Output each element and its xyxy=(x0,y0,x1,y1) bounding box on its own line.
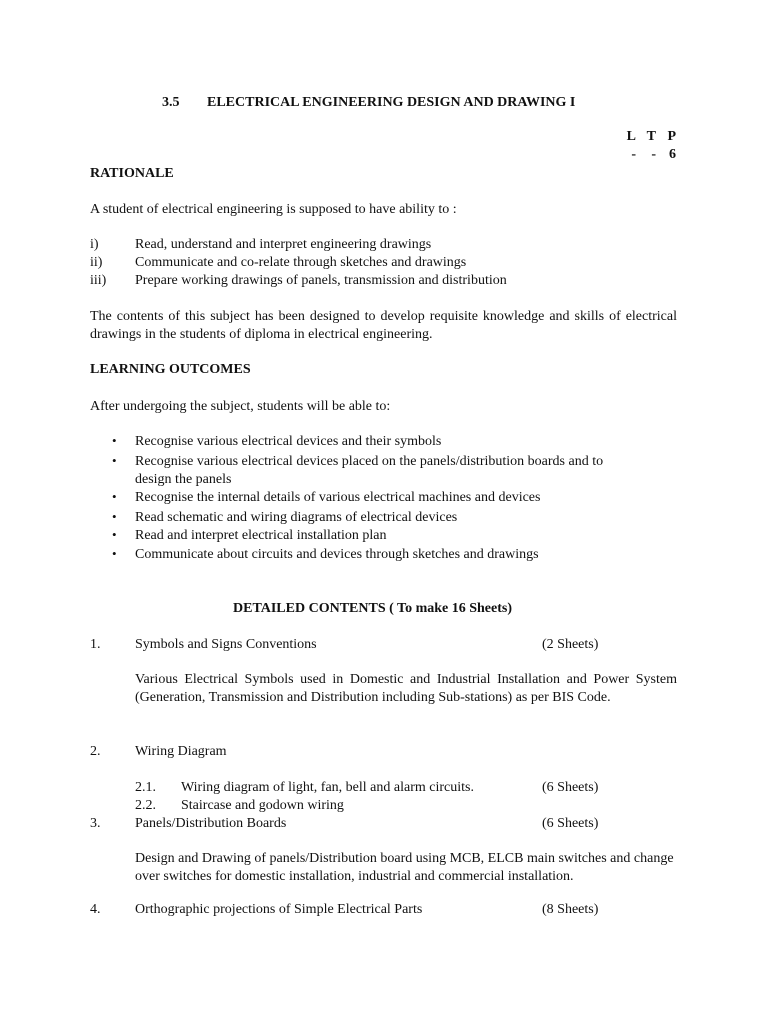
rationale-item-num: iii) xyxy=(90,273,107,288)
list-item: Recognise various electrical devices placed on the panels/distribution boards and to xyxy=(135,454,604,469)
rationale-intro: A student of electrical engineering is supposed to have ability to : xyxy=(90,202,457,217)
bullet-icon: • xyxy=(112,509,117,524)
page-title: ELECTRICAL ENGINEERING DESIGN AND DRAWING I xyxy=(207,95,576,110)
section-number: 3.5 xyxy=(162,95,180,110)
learning-outcomes-intro: After undergoing the subject, students will be able to: xyxy=(90,399,391,414)
rationale-heading: RATIONALE xyxy=(90,166,174,181)
content-item-sheets: (8 Sheets) xyxy=(542,902,599,917)
list-item: Recognise the internal details of various electrical machines and devices xyxy=(135,490,541,505)
content-item-title: Symbols and Signs Conventions xyxy=(135,637,317,652)
content-item-number: 3. xyxy=(90,816,101,831)
rationale-item-text: Prepare working drawings of panels, transmission and distribution xyxy=(135,273,507,288)
rationale-item-text: Read, understand and interpret engineering drawings xyxy=(135,237,432,252)
content-item-description: Various Electrical Symbols used in Domestic and Industrial Installation and Power System (Generation, Transmission and Distribution including Sub-stations) as per BIS Code. xyxy=(135,672,677,705)
bullet-icon: • xyxy=(112,527,117,542)
content-item-sheets: (2 Sheets) xyxy=(542,637,599,652)
sub-item-number: 2.2. xyxy=(135,798,156,813)
sub-item-sheets: (6 Sheets) xyxy=(542,780,599,795)
ltp-t-value: - xyxy=(651,147,656,162)
bullet-icon: • xyxy=(112,546,117,561)
content-item-title: Orthographic projections of Simple Electrical Parts xyxy=(135,902,423,917)
ltp-values xyxy=(616,146,676,164)
learning-outcomes-heading: LEARNING OUTCOMES xyxy=(90,362,251,377)
content-item-title: Panels/Distribution Boards xyxy=(135,816,287,831)
bullet-icon: • xyxy=(112,433,117,448)
list-item: Read schematic and wiring diagrams of electrical devices xyxy=(135,510,458,525)
content-item-sheets: (6 Sheets) xyxy=(542,816,599,831)
ltp-p-label: P xyxy=(667,129,676,144)
content-item-number: 4. xyxy=(90,902,101,917)
rationale-item-num: ii) xyxy=(90,255,103,270)
ltp-t-label: T xyxy=(646,129,656,144)
bullet-icon: • xyxy=(112,453,117,468)
sub-item-text: Staircase and godown wiring xyxy=(181,798,344,813)
rationale-paragraph: The contents of this subject has been designed to develop requisite knowledge and skills of electrical drawings in the students of diploma in electrical engineering. xyxy=(90,309,677,342)
detailed-contents-heading: DETAILED CONTENTS ( To make 16 Sheets) xyxy=(233,601,513,616)
sub-item-text: Wiring diagram of light, fan, bell and alarm circuits. xyxy=(181,780,474,795)
rationale-item-text: Communicate and co-relate through sketches and drawings xyxy=(135,255,467,270)
ltp-header xyxy=(616,128,676,146)
list-item-continuation: design the panels xyxy=(135,472,232,487)
list-item: Read and interpret electrical installation plan xyxy=(135,528,387,543)
ltp-l-label: L xyxy=(626,129,636,144)
content-item-number: 1. xyxy=(90,637,101,652)
bullet-icon: • xyxy=(112,489,117,504)
ltp-p-value: 6 xyxy=(669,147,676,162)
sub-item-number: 2.1. xyxy=(135,780,156,795)
list-item: Communicate about circuits and devices through sketches and drawings xyxy=(135,547,539,562)
rationale-item-num: i) xyxy=(90,237,99,252)
content-item-title: Wiring Diagram xyxy=(135,744,227,759)
list-item: Recognise various electrical devices and their symbols xyxy=(135,434,442,449)
ltp-l-value: - xyxy=(631,147,636,162)
content-item-number: 2. xyxy=(90,744,101,759)
content-item-description: Design and Drawing of panels/Distribution board using MCB, ELCB main switches and change over switches for domestic installation, industrial and commercial installation. xyxy=(135,851,674,884)
